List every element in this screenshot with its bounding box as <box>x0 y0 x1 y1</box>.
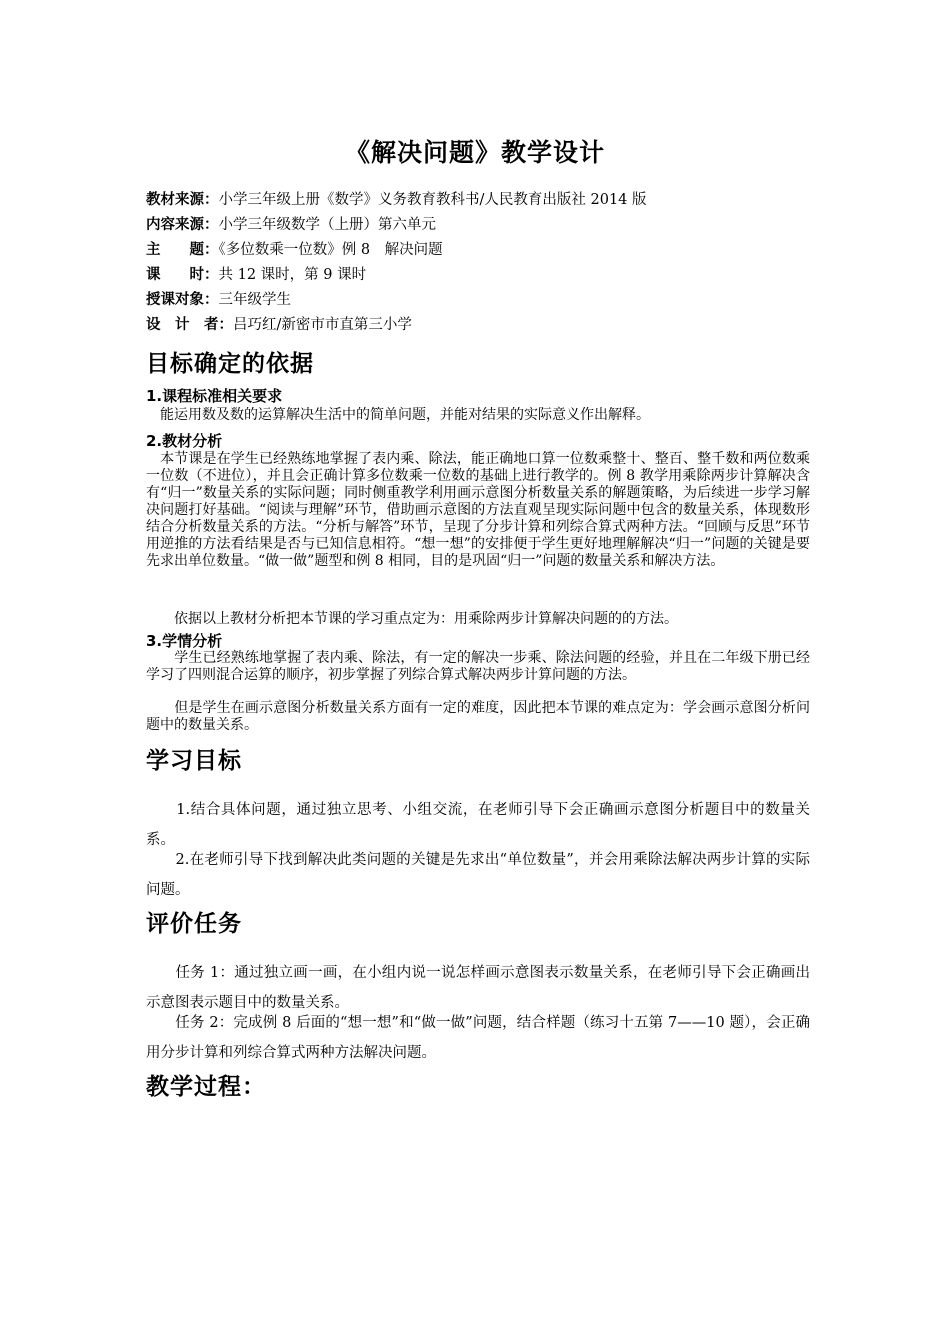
meta-content <box>146 215 436 235</box>
goal-2: 2.在老师引导下找到解决此类问题的关键是先求出“单位数量”，并会用乘除法解决两步计算的实际问题。 <box>146 852 810 898</box>
meta-value: 小学三年级上册《数学》义务教育教科书/人民教育出版社 2014 版 <box>218 192 647 208</box>
meta-key: 主 题： <box>146 242 219 258</box>
meta-designer <box>146 315 412 335</box>
section-heading-evaluation: 评价任务 <box>146 911 242 937</box>
meta-topic <box>146 240 443 260</box>
task-1: 任务 1：通过独立画一画，在小组内说一说怎样画示意图表示数量关系，在老师引导下会正确画出示意图表示题目中的数量关系。 <box>146 965 810 1011</box>
paragraph-difficulty: 但是学生在画示意图分析数量关系方面有一定的难度，因此把本节课的难点定为：学会画示意图分析问题中的数量关系。 <box>146 700 810 733</box>
section-heading-basis: 目标确定的依据 <box>146 351 314 377</box>
section-heading-goals: 学习目标 <box>146 748 242 774</box>
document-title: 《解决问题》教学设计 <box>344 138 605 167</box>
meta-key: 授课对象： <box>146 292 219 308</box>
meta-key: 内容来源： <box>146 217 219 233</box>
subheading-students: 3.学情分析 <box>146 632 223 650</box>
section-heading-process: 教学过程： <box>146 1074 266 1100</box>
meta-key: 教材来源： <box>146 192 219 208</box>
meta-value: 《多位数乘一位数》例 8 解决问题 <box>218 242 443 258</box>
subheading-curriculum: 1.课程标准相关要求 <box>146 387 283 405</box>
meta-audience <box>146 290 291 310</box>
paragraph-students: 学生已经熟练地掌握了表内乘、除法，有一定的解决一步乘、除法问题的经验，并且在二年级下册已经学习了四则混合运算的顺序，初步掌握了列综合算式解决两步计算问题的方法。 <box>146 650 810 683</box>
meta-value: 小学三年级数学（上册）第六单元 <box>218 217 436 233</box>
subheading-textbook: 2.教材分析 <box>146 432 223 450</box>
meta-source <box>146 190 647 210</box>
meta-value: 共 12 课时，第 9 课时 <box>218 267 367 283</box>
meta-lessons <box>146 265 366 285</box>
paragraph-curriculum: 能运用数及数的运算解决生活中的简单问题，并能对结果的实际意义作出解释。 <box>146 407 650 423</box>
goal-1: 1.结合具体问题，通过独立思考、小组交流，在老师引导下会正确画示意图分析题目中的数量关系。 <box>146 802 810 848</box>
meta-key: 设 计 者： <box>146 317 233 333</box>
meta-value: 三年级学生 <box>218 292 291 308</box>
paragraph-focus: 依据以上教材分析把本节课的学习重点定为：用乘除两步计算解决问题的的方法。 <box>146 611 678 627</box>
task-2: 任务 2：完成例 8 后面的“想一想”和“做一做”问题，结合样题（练习十五第 7——10 题），会正确用分步计算和列综合算式两种方法解决问题。 <box>146 1015 810 1061</box>
meta-value: 吕巧红/新密市市直第三小学 <box>233 317 412 333</box>
meta-key: 课 时： <box>146 267 219 283</box>
paragraph-textbook: 本节课是在学生已经熟练地掌握了表内乘、除法，能正确地口算一位数乘整十、整百、整千数和两位数乘一位数（不进位），并且会正确计算多位数乘一位数的基础上进行教学的。例 8 教学用乘除两步计算解决含有“归一”数量关系的实际问题；同时侧重教学利用画示意图分析数量关系的解题策略，为后续进一步学习解决问题打好基础。“阅读与理解”环节，借助画示意图的方法直观呈现实际问题中包含的数量关系，体现数形结合分析数量关系的方法。“分析与解答”环节，呈现了分步计算和列综合算式两种方法。“回顾与反思”环节用逆推的方法看结果是否与已知信息相符。“想一想”的安排便于学生更好地理解解决“归一”问题的关键是要先求出单位数量。“做一做”题型和例 8 相同，目的是巩固“归一”问题的数量关系和解决方法。 <box>146 451 810 569</box>
